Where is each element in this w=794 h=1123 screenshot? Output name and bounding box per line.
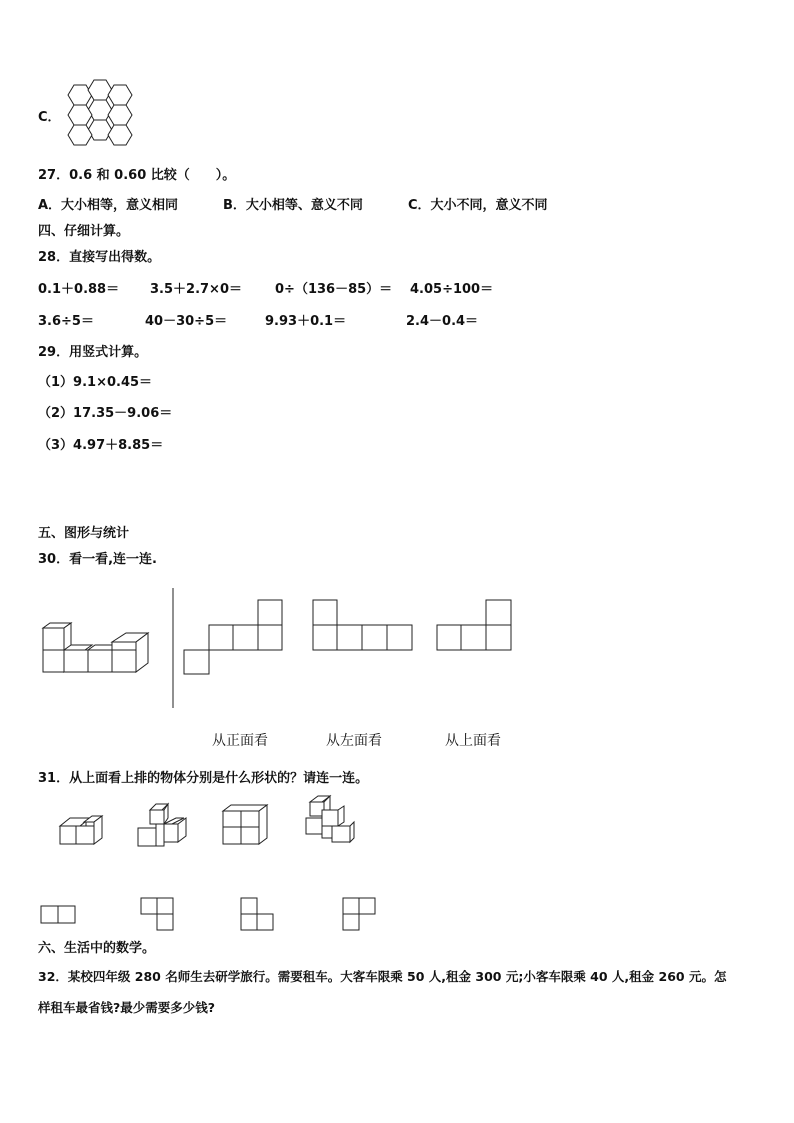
q31-shape-c bbox=[240, 897, 276, 933]
q29-question: 29．用竖式计算。 bbox=[38, 345, 148, 360]
hexagon-cluster bbox=[68, 80, 132, 145]
q27-option-c: C．大小不同，意义不同 bbox=[408, 198, 548, 213]
q26-option-c-label: C． bbox=[38, 110, 61, 125]
q30-view-c bbox=[435, 598, 515, 652]
section5-title: 五、图形与统计 bbox=[38, 526, 130, 541]
section6-title: 六、生活中的数学。 bbox=[38, 941, 156, 956]
q28-item: 2.4－0.4＝ bbox=[406, 314, 479, 329]
q27-option-b: B．大小相等、意义不同 bbox=[223, 198, 363, 213]
q31-object-3 bbox=[220, 802, 272, 848]
q29-item: （1）9.1×0.45＝ bbox=[38, 375, 153, 390]
q32-line2: 样租车最省钱?最少需要多少钱? bbox=[38, 1000, 216, 1015]
q31-shape-b bbox=[140, 897, 176, 933]
q31-object-2 bbox=[136, 800, 190, 850]
q31-shape-a bbox=[40, 905, 78, 925]
q30-view-b bbox=[311, 598, 415, 652]
q30-label-top: 从上面看 bbox=[445, 733, 501, 749]
q31-object-4 bbox=[300, 794, 356, 848]
q27-option-a: A．大小相等，意义相同 bbox=[38, 198, 179, 213]
q28-item: 0÷（136－85）＝ bbox=[275, 282, 393, 297]
q28-question: 28．直接写出得数。 bbox=[38, 250, 161, 265]
q28-item: 0.1＋0.88＝ bbox=[38, 282, 120, 297]
hexagon-figure bbox=[62, 80, 142, 160]
q30-view-a bbox=[182, 598, 284, 676]
q32-line1: 32．某校四年级 280 名师生去研学旅行。需要租车。大客车限乘 50 人,租金 300 元;小客车限乘 40 人,租金 260 元。怎 bbox=[38, 969, 727, 984]
q30-divider bbox=[172, 588, 174, 708]
q28-item: 3.5＋2.7×0＝ bbox=[150, 282, 242, 297]
q31-question: 31．从上面看上排的物体分别是什么形状的？请连一连。 bbox=[38, 771, 369, 786]
q31-shape-d bbox=[342, 897, 378, 933]
q30-label-front: 从正面看 bbox=[212, 733, 268, 749]
q28-item: 4.05÷100＝ bbox=[410, 282, 494, 297]
q28-item: 3.6÷5＝ bbox=[38, 314, 94, 329]
q29-item: （2）17.35－9.06＝ bbox=[38, 406, 173, 421]
q31-object-1 bbox=[56, 812, 106, 848]
section4-title: 四、仔细计算。 bbox=[38, 224, 130, 239]
q28-item: 9.93＋0.1＝ bbox=[265, 314, 347, 329]
q30-question: 30．看一看,连一连. bbox=[38, 552, 157, 567]
q28-item: 40－30÷5＝ bbox=[145, 314, 228, 329]
q29-item: （3）4.97＋8.85＝ bbox=[38, 438, 164, 453]
q30-cube-object bbox=[40, 620, 155, 680]
q27-question: 27．0.6 和 0.60 比较（ ）。 bbox=[38, 168, 236, 183]
q30-label-left: 从左面看 bbox=[326, 733, 382, 749]
